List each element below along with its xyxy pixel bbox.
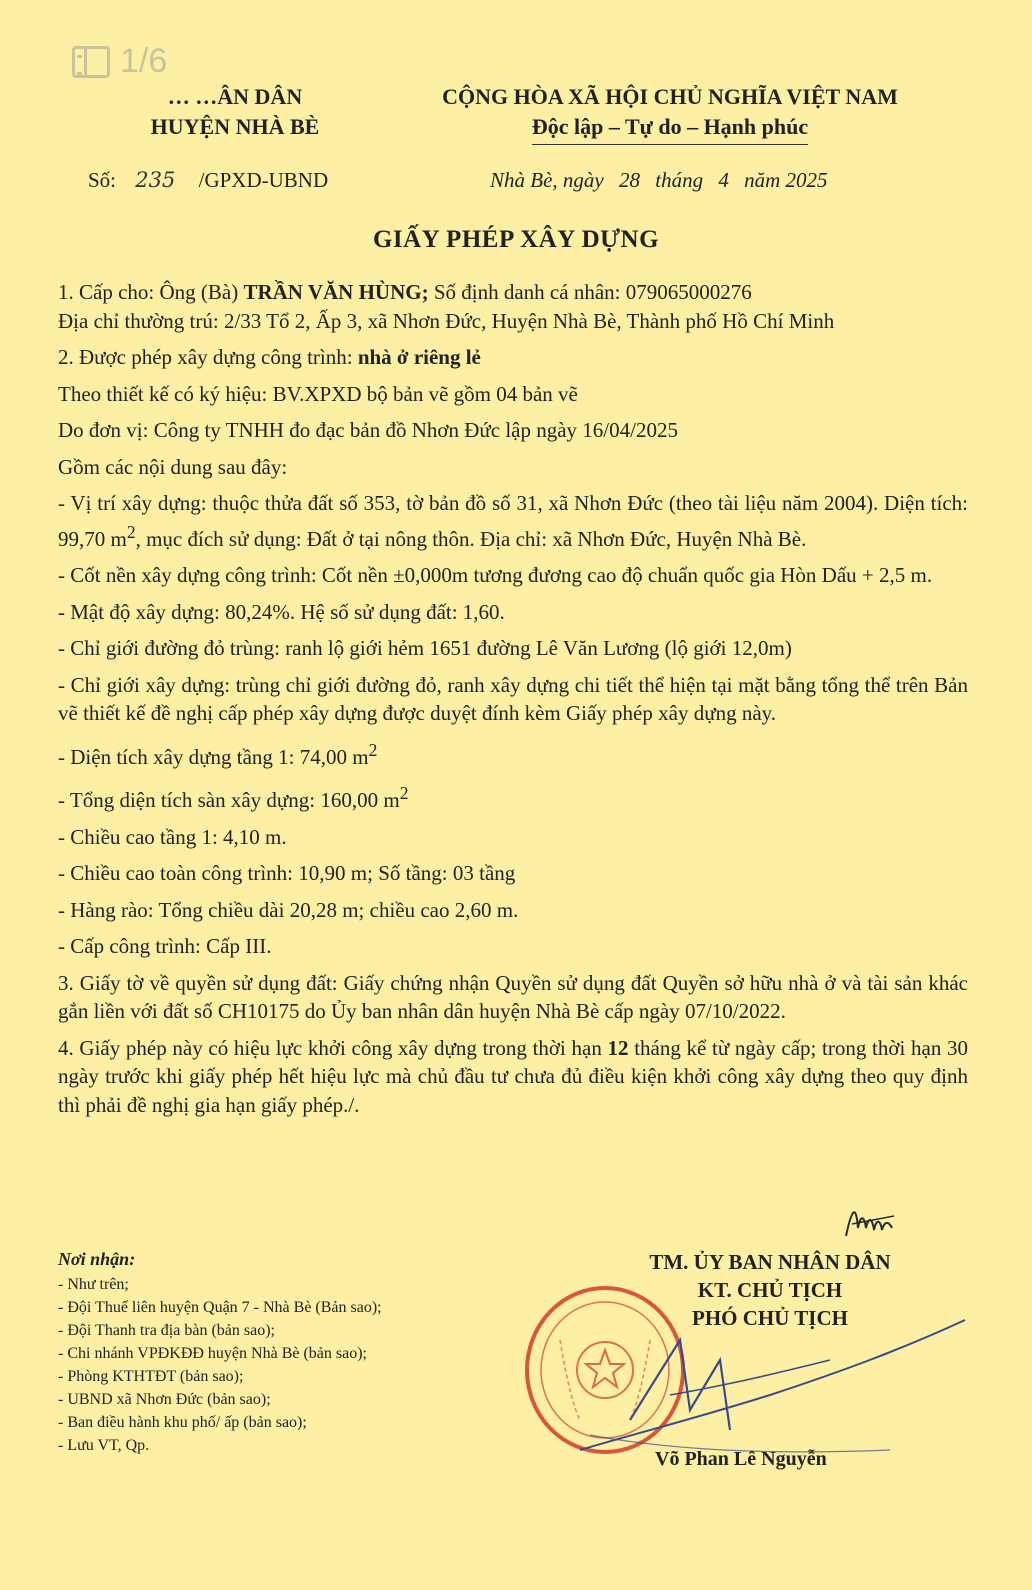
building-type: nhà ở riêng lẻ <box>357 345 481 369</box>
doc-number-suffix: /GPXD-UBND <box>198 168 329 192</box>
sup-2: 2 <box>368 739 378 760</box>
page-list-icon[interactable] <box>72 46 110 78</box>
recipient-item: - Ban điều hành khu phố/ ấp (bản sao); <box>58 1414 307 1431</box>
section-2 <box>58 343 968 372</box>
s4-b: tháng kể từ ngày cấp; trong thời hạn 30 ngày trước khi giấy phép hết hiệu lực mà chủ đầu tư chưa đủ điều kiện khởi công xây dựng theo quy định thì phải đề nghị gia hạn giấy phép./. <box>58 1035 968 1117</box>
document-number <box>88 168 328 193</box>
red-line: - Chỉ giới đường đỏ trùng: ranh lộ giới hẻm 1651 đường Lê Văn Lương (lộ giới 12,0m) <box>58 636 792 660</box>
s4-a: 4. Giấy phép này có hiệu lực khởi công xây dựng trong thời hạn <box>58 1035 602 1060</box>
design-unit: Do đơn vị: Công ty TNHH đo đạc bản đồ Nhơn Đức lập ngày 16/04/2025 <box>58 418 678 442</box>
date-year: năm 2025 <box>744 168 828 192</box>
s4-months: 12 <box>607 1035 629 1060</box>
doc-number-prefix: Số: <box>88 168 117 192</box>
height-total: - Chiều cao toàn công trình: 10,90 m; Số tầng: 03 tầng <box>58 861 516 885</box>
date-month-label: tháng <box>655 168 704 192</box>
height-floor1: - Chiều cao tầng 1: 4,10 m. <box>58 824 287 849</box>
recipient-item: - Lưu VT, Qp. <box>58 1437 150 1454</box>
issuing-authority <box>100 82 370 142</box>
page-indicator-text: 1/6 <box>120 42 168 80</box>
doc-number-handwritten: 235 <box>135 168 176 192</box>
recipients <box>58 1248 382 1457</box>
s2-prefix: 2. Được phép xây dựng công trình: <box>58 345 353 369</box>
recipient-item: - Đội Thanh tra địa bàn (bản sao); <box>58 1322 275 1339</box>
date-line <box>490 168 828 193</box>
national-title-line1: CỘNG HÒA XÃ HỘI CHỦ NGHĨA VIỆT NAM <box>442 84 898 109</box>
contents-intro: Gồm các nội dung sau đây: <box>58 454 288 479</box>
recipient-item: - Như trên; <box>58 1276 129 1293</box>
date-day: 28 <box>618 168 640 192</box>
national-title <box>400 82 940 145</box>
total-floor <box>58 779 968 815</box>
foundation: - Cốt nền xây dựng công trình: Cốt nền ±0,000m tương đương cao độ chuẩn quốc gia Hòn Dấu + 2,5 m. <box>58 563 933 587</box>
grade: - Cấp công trình: Cấp III. <box>58 934 272 958</box>
recipients-title: Nơi nhận: <box>58 1249 136 1269</box>
sup-2: 2 <box>399 783 409 803</box>
total-floor-text: - Tổng diện tích sàn xây dựng: 160,00 m <box>58 788 400 812</box>
area-floor1-text: - Diện tích xây dựng tầng 1: 74,00 m <box>58 744 369 769</box>
sup-2: 2 <box>126 521 136 542</box>
recipient-item: - UBND xã Nhơn Đức (bản sao); <box>58 1391 271 1408</box>
date-place: Nhà Bè, ngày <box>490 168 604 192</box>
signer-name: Võ Phan Lê Nguyễn <box>655 1448 827 1470</box>
location <box>58 489 968 553</box>
location-b: , mục đích sử dụng: Đất ở tại nông thôn. Địa chỉ: xã Nhơn Đức, Huyện Nhà Bè. <box>135 526 807 551</box>
date-month: 4 <box>718 168 729 192</box>
grantee-id: Số định danh cá nhân: 079065000276 <box>433 280 752 304</box>
section-3: 3. Giấy tờ về quyền sử dụng đất: Giấy chứng nhận Quyền sử dụng đất Quyền sở hữu nhà ở và tài sản khác gắn liền với đất số CH10175 do Ủy ban nhân dân huyện Nhà Bè cấp ngày 07/10/2022. <box>58 970 968 1023</box>
grantee-address: Địa chỉ thường trú: 2/33 Tổ 2, Ấp 3, xã Nhơn Đức, Huyện Nhà Bè, Thành phố Hồ Chí Minh <box>58 308 835 333</box>
initials-signature <box>842 1198 902 1242</box>
signature <box>570 1300 970 1470</box>
location-a: - Vị trí xây dựng: thuộc thửa đất số 353, tờ bản đồ số 31, xã Nhơn Đức (theo tài liệu năm 2004). Diện tích: 99,70 m <box>58 491 968 551</box>
page-indicator[interactable] <box>72 42 167 81</box>
authority-line2: HUYỆN NHÀ BÈ <box>150 114 320 139</box>
national-motto: Độc lập – Tự do – Hạnh phúc <box>532 112 808 145</box>
recipient-item: - Đội Thuế liên huyện Quận 7 - Nhà Bè (Bản sao); <box>58 1299 382 1316</box>
s1-prefix: 1. Cấp cho: Ông (Bà) <box>58 280 239 304</box>
section-1 <box>58 278 968 307</box>
document-body <box>58 278 968 1119</box>
authority-line1: … …ÂN DÂN <box>167 84 303 109</box>
build-line: - Chỉ giới xây dựng: trùng chỉ giới đường đỏ, ranh xây dựng chi tiết thể hiện tại mặt bằng tổng thể trên Bản vẽ thiết kế đề nghị cấp phép xây dựng được duyệt đính kèm Giấy phép xây dựng này. <box>58 672 968 725</box>
design-ref: Theo thiết kế có ký hiệu: BV.XPXD bộ bản vẽ gồm 04 bản vẽ <box>58 381 578 406</box>
recipient-item: - Phòng KTHTĐT (bản sao); <box>58 1368 244 1385</box>
section-4 <box>58 1034 968 1120</box>
recipient-item: - Chi nhánh VPĐKĐĐ huyện Nhà Bè (bản sao); <box>58 1345 367 1362</box>
grantee-name: TRẦN VĂN HÙNG; <box>243 280 429 304</box>
sign-line3: PHÓ CHỦ TỊCH <box>692 1306 848 1330</box>
fence: - Hàng rào: Tổng chiều dài 20,28 m; chiều cao 2,60 m. <box>58 897 519 922</box>
sign-line1: TM. ỦY BAN NHÂN DÂN <box>649 1250 891 1274</box>
sign-line2: KT. CHỦ TỊCH <box>697 1278 843 1302</box>
document-title: GIẤY PHÉP XÂY DỰNG <box>372 226 660 253</box>
area-floor1 <box>58 736 968 772</box>
density: - Mật độ xây dựng: 80,24%. Hệ số sử dụng đất: 1,60. <box>58 599 505 624</box>
